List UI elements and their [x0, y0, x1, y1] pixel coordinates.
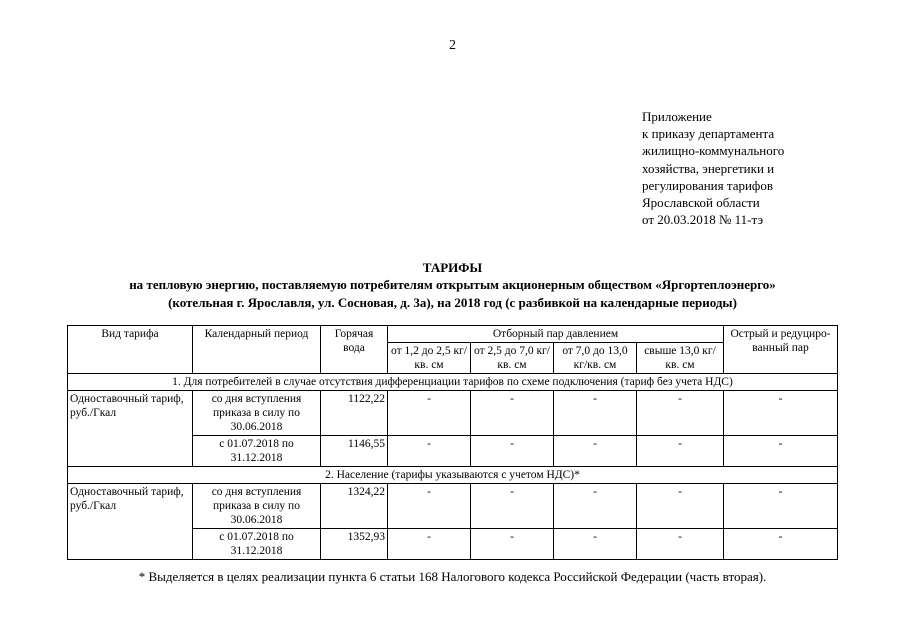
steam-2-cell: - — [471, 391, 554, 436]
header-tariff-type: Вид тарифа — [68, 326, 193, 374]
header-steam-group: Отборный пар давлением — [388, 326, 724, 343]
steam-2-cell: - — [471, 436, 554, 467]
sharp-steam-cell: - — [724, 529, 838, 560]
header-steam-1: от 1,2 до 2,5 кг/кв. см — [388, 343, 471, 374]
steam-3-cell: - — [554, 529, 637, 560]
section-row — [68, 467, 838, 484]
hot-water-cell: 1146,55 — [321, 436, 388, 467]
steam-4-cell: - — [637, 391, 724, 436]
period-cell: с 01.07.2018 по 31.12.2018 — [193, 436, 321, 467]
period-cell: со дня вступления приказа в силу по 30.06.2018 — [193, 484, 321, 529]
table-row — [68, 484, 838, 529]
hot-water-cell: 1122,22 — [321, 391, 388, 436]
steam-3-cell: - — [554, 391, 637, 436]
header-hot-water: Горячая вода — [321, 326, 388, 374]
appendix-line: регулирования тарифов — [642, 177, 773, 193]
sharp-steam-cell: - — [724, 436, 838, 467]
header-row-1 — [68, 326, 838, 343]
appendix-block — [642, 108, 784, 228]
steam-4-cell: - — [637, 484, 724, 529]
hot-water-cell: 1352,93 — [321, 529, 388, 560]
appendix-line: к приказу департамента — [642, 126, 775, 142]
table-row — [68, 391, 838, 436]
document-title: ТАРИФЫ — [422, 260, 483, 275]
appendix-line: Приложение — [642, 109, 712, 124]
steam-4-cell: - — [637, 436, 724, 467]
steam-4-cell: - — [637, 529, 724, 560]
section-row — [68, 374, 838, 391]
steam-2-cell: - — [471, 484, 554, 529]
tariff-table — [67, 325, 838, 560]
appendix-line: Ярославской области — [642, 195, 760, 211]
tariff-cell: Одноставочный тариф, руб./Гкал — [68, 391, 193, 467]
steam-3-cell: - — [554, 484, 637, 529]
header-sharp-steam: Острый и редуциро-ванный пар — [724, 326, 838, 374]
section-title-2: 2. Население (тарифы указываются с учетом НДС)* — [68, 467, 838, 484]
sharp-steam-cell: - — [724, 391, 838, 436]
steam-1-cell: - — [388, 436, 471, 467]
tariff-cell: Одноставочный тариф, руб./Гкал — [68, 484, 193, 560]
appendix-line: жилищно-коммунального — [642, 143, 785, 159]
sharp-steam-cell: - — [724, 484, 838, 529]
header-steam-4: свыше 13,0 кг/кв. см — [637, 343, 724, 374]
header-steam-3: от 7,0 до 13,0 кг/кв. см — [554, 343, 637, 374]
appendix-line: хозяйства, энергетики и — [642, 160, 775, 176]
steam-1-cell: - — [388, 484, 471, 529]
period-cell: со дня вступления приказа в силу по 30.06.2018 — [193, 391, 321, 436]
appendix-line: от 20.03.2018 № 11-тэ — [642, 212, 764, 228]
header-period: Календарный период — [193, 326, 321, 374]
section-title-1: 1. Для потребителей в случае отсутствия дифференциации тарифов по схеме подключения (тариф без учета НДС) — [68, 374, 838, 391]
steam-3-cell: - — [554, 436, 637, 467]
hot-water-cell: 1324,22 — [321, 484, 388, 529]
steam-1-cell: - — [388, 529, 471, 560]
header-steam-2: от 2,5 до 7,0 кг/кв. см — [471, 343, 554, 374]
document-subtitle-line1: на тепловую энергию, поставляемую потребителям открытым акционерным обществом «Яргортеплоэнерго» — [129, 277, 776, 292]
steam-1-cell: - — [388, 391, 471, 436]
document-subtitle-line2: (котельная г. Ярославля, ул. Сосновая, д. 3а), на 2018 год (с разбивкой на календарные периоды) — [168, 295, 737, 310]
steam-2-cell: - — [471, 529, 554, 560]
footnote: * Выделяется в целях реализации пункта 6 статьи 168 Налогового кодекса Российской Федерации (часть вторая). — [138, 569, 767, 584]
period-cell: с 01.07.2018 по 31.12.2018 — [193, 529, 321, 560]
page-number: 2 — [449, 38, 456, 53]
